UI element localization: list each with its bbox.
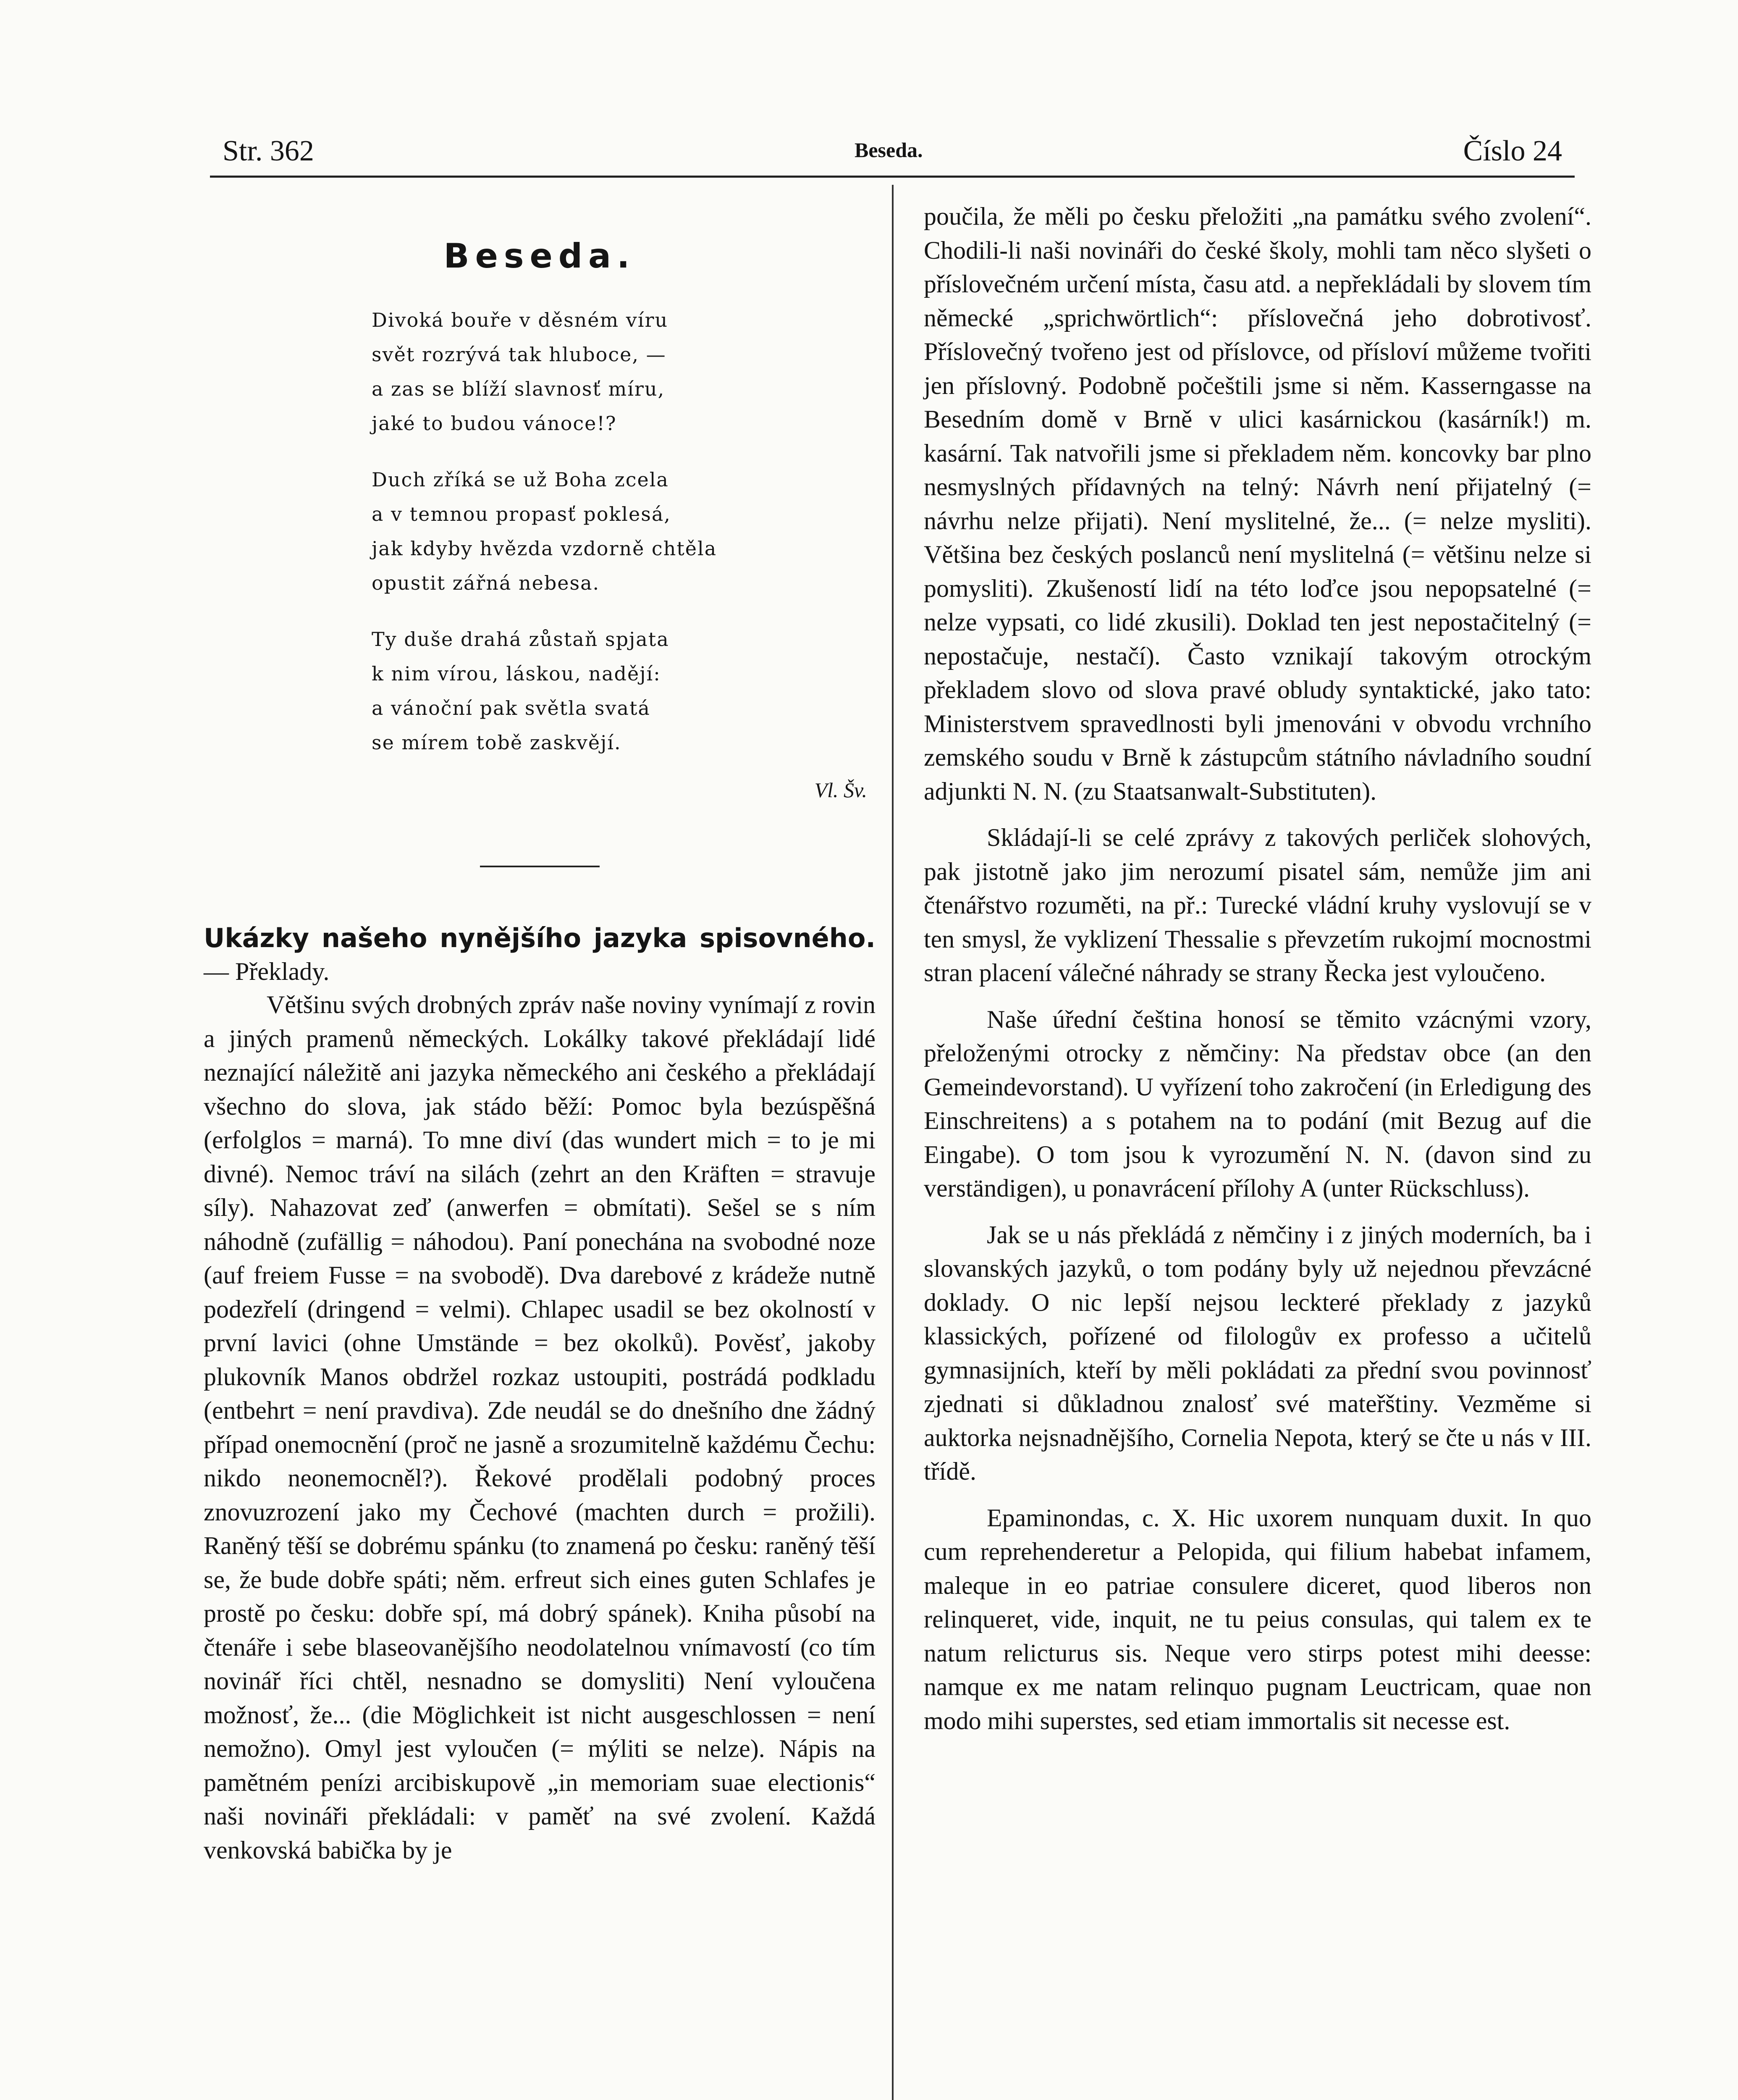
poem-stanza	[372, 303, 876, 441]
article-title: Ukázky našeho nynějšího jazyka spisovného.	[204, 923, 876, 953]
poem-line: Divoká bouře v děsném víru	[372, 308, 668, 331]
running-title: Beseda.	[855, 138, 923, 162]
poem-line: opustit zářná nebesa.	[372, 571, 600, 594]
article-paragraph: Epaminondas, c. X. Hic uxorem nunquam duxit. In quo cum reprehenderetur a Pelopida, qui filium habebat infamem, maleque in eo patriae consulere diceret, quod liberos non relinqueret, vide, inquit, ne tu peius consulas, qui talem ex te natum relicturus sis. Neque vero stirps potest mihi deesse: namque ex me natam relinquo pugnam Leuctricam, quae non modo mihi superstes, sed etiam immortalis sit necesse est.	[924, 1504, 1591, 1735]
poem-line: jak kdyby hvězda vzdorně chtěla	[372, 537, 717, 560]
poem-line: k nim vírou, láskou, nadějí:	[372, 662, 661, 685]
poem-line: svět rozrývá tak hluboce, —	[372, 343, 666, 366]
column-divider	[892, 185, 894, 2100]
article-paragraph: Skládají-li se celé zprávy z takových perliček slohových, pak jistotně jako jim nerozumí pisatel sám, nemůže jim ani čtenářstvo rozuměti, na př.: Turecké vládní kruhy vyslovují se v ten smysl, že vyklizení Thessalie s převzetím rukojmí mocnostmi stran placení válečné náhrady se strany Řecka jest vyloučeno.	[924, 824, 1591, 987]
section-divider	[480, 866, 600, 867]
poem-line: se mírem tobě zaskvějí.	[372, 731, 621, 754]
article-paragraph: Jak se u nás překládá z němčiny i z jiných moderních, ba i slovanských jazyků, o tom podány byly už nejednou převzácné doklady. O nic lepší nejsou leckteré překlady z jazyků klassických, pořízené od filologův ex professo a učitelů gymnasijních, kteří by měli pokládati za přední svou povinnosť zjednati si důkladnou znalosť své mateřštiny. Vezměme si auktorka nejsnadnějšího, Cornelia Nepota, který se čte u nás v III. třídě.	[924, 1221, 1591, 1485]
article-heading	[204, 922, 876, 988]
poem-author: Vl. Šv.	[814, 778, 867, 802]
article-paragraph: Většinu svých drobných zpráv naše noviny vynímají z rovin a jiných pramenů německých. Lokálky takové překládají lidé neznající náležitě ani jazyka německého ani českého a překládají všechno do slova, jak stádo běží: Pomoc byla bezúspěšná (erfolglos = marná). To mne diví (das wundert mich = to je mi divné). Nemoc tráví na silách (zehrt an den Kräften = stravuje síly). Nahazovat zeď (anwerfen = obmítati). Sešel se s ním náhodně (zufällig = náhodou). Paní ponechána na svobodné noze (auf freiem Fusse = na svobodě). Dva darebové z krádeže nutně podezřelí (dringend = velmi). Chlapec usadil se bez okolností v první lavici (ohne Umstände = bez okolků). Pověsť, jakoby plukovník Manos obdržel rozkaz ustoupiti, postrádá podkladu (entbehrt = není pravdiva). Zde neudál se do dnešního dne žádný případ onemocnění (proč ne jasně a srozumitelně každému Čechu: nikdo neonemocněl?). Řekové prodělali podobný proces znovuzrození jako my Čechové (machten durch = prožili). Raněný těší se dobrému spánku (to znamená po česku: raněný těší se, že bude dobře spáti; něm. erfreut sich eines guten Schlafes je prostě po česku: dobře spí, má dobrý spánek). Kniha působí na čtenáře i sebe blaseovanějšího neodolatelnou vnímavostí (co tím novinář říci chtěl, nesnadno se domysliti) Není vyloučena možnosť, že... (die Möglichkeit ist nicht ausgeschlossen = není nemožno). Omyl jest vyloučen (= mýliti se nelze). Nápis na pamětném penízi arcibiskupově „in memoriam suae electionis“ naši novináři překládali: v paměť na své zvolení. Každá venkovská babička by je	[204, 991, 876, 1864]
header-rule	[210, 176, 1575, 178]
poem-line: a zas se blíží slavnosť míru,	[372, 377, 665, 400]
left-column	[204, 197, 876, 1867]
poem-stanza	[372, 622, 876, 760]
poem	[372, 303, 876, 760]
poem-line: a v temnou propasť poklesá,	[372, 502, 671, 525]
poem-title: Beseda.	[443, 236, 636, 276]
poem-line: jaké to budou vánoce!?	[372, 412, 617, 435]
poem-stanza	[372, 462, 876, 600]
article-paragraph: Naše úřední čeština honosí se těmito vzácnými vzory, přeloženými otrocky z němčiny: Na představ obce (an den Gemeindevorstand). U vyřízení toho zakročení (in Erledigung des Einschreitens) a s potahem na to podání (mit Bezug auf die Eingabe). O tom jsou k vyrozumění N. N. (davon sind zu verständigen), u ponavrácení přílohy A (unter Rückschluss).	[924, 1005, 1591, 1202]
issue-number: Číslo 24	[1463, 135, 1562, 167]
page-number: Str. 362	[223, 135, 314, 167]
right-column	[924, 200, 1591, 1738]
poem-line: Duch zříká se už Boha zcela	[372, 468, 669, 491]
article-subtitle: — Překlady.	[204, 958, 330, 985]
page-header	[210, 126, 1575, 172]
poem-line: Ty duše drahá zůstaň spjata	[372, 627, 669, 651]
article-paragraph: poučila, že měli po česku přeložiti „na památku svého zvolení“. Chodili-li naši novináři do české školy, mohli tam něco slyšeti o příslovečném určení místa, času atd. a nepřekládali by slovem tím německé „sprichwörtlich“: příslovečná jeho dobrotivosť. Příslovečný tvořeno jest od příslovce, od přísloví můžeme tvořiti jen příslovný. Podobně počeštili jsme si něm. Kasserngasse na Besedním domě v Brně v ulici kasárnickou (kasárník!) m. kasární. Tak natvořili jsme si překladem něm. koncovky bar plno nesmyslných přídavných na telný: Návrh není přijatelný (= návrhu nelze přijati). Není myslitelné, že... (= nelze mysliti). Většina bez českých poslanců není myslitelná (= většinu nelze si pomysliti). Zkušeností lidí na této loďce jsou nepopsatelné (= nelze vypsati, co lidé zkusili). Doklad ten jest nepostačitelný (= nepostačuje, nestačí). Často vznikají takovým otrockým překladem slovo od slova pravé obludy syntaktické, jako tato: Ministerstvem spravedlnosti byli jmenováni v obvodu vrchního zemského soudu v Brně k zástupcům státního návladního soudní adjunkti N. N. (zu Staatsanwalt-Substituten).	[924, 202, 1591, 805]
poem-line: a vánoční pak světla svatá	[372, 696, 650, 719]
